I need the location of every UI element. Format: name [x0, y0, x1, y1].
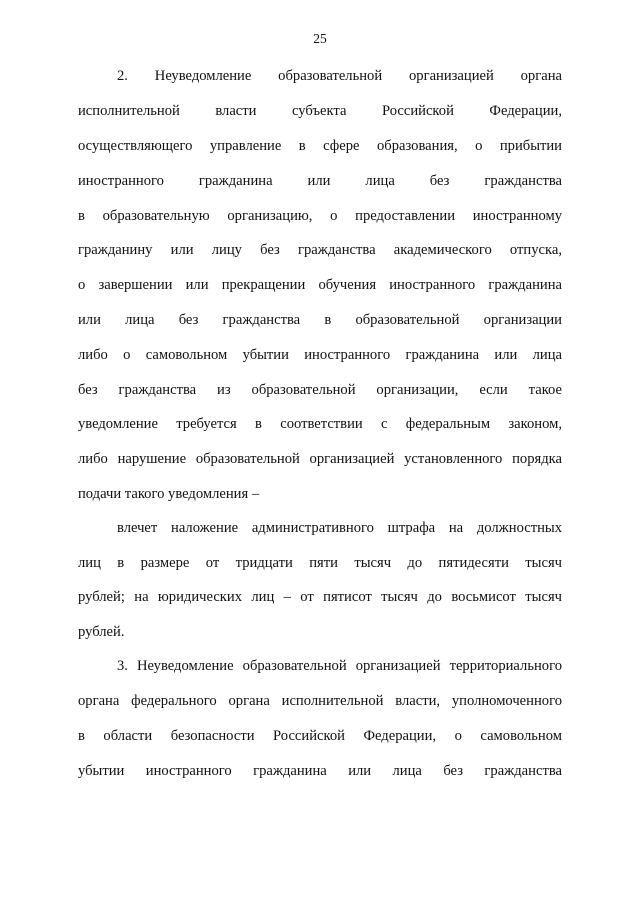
- paragraph-line: лиц в размере от тридцати пяти тысяч до пятидесяти тысяч: [78, 555, 562, 571]
- paragraph-line: гражданину или лицу без гражданства академического отпуска,: [78, 242, 562, 258]
- paragraph-line: органа федерального органа исполнительной власти, уполномоченного: [78, 693, 562, 709]
- paragraph-line: рублей.: [78, 624, 125, 640]
- paragraph-line: уведомление требуется в соответствии с федеральным законом,: [78, 416, 562, 432]
- paragraph-line: 2. Неуведомление образовательной организацией органа: [117, 68, 562, 84]
- paragraph-line: либо о самовольном убытии иностранного гражданина или лица: [78, 347, 562, 363]
- paragraph-line: 3. Неуведомление образовательной организацией территориального: [117, 658, 562, 674]
- paragraph-line: иностранного гражданина или лица без гражданства: [78, 173, 562, 189]
- paragraph-line: либо нарушение образовательной организацией установленного порядка: [78, 451, 562, 467]
- paragraph-line: исполнительной власти субъекта Российской Федерации,: [78, 103, 562, 119]
- paragraph-line: осуществляющего управление в сфере образования, о прибытии: [78, 138, 562, 154]
- page-number: 25: [313, 31, 327, 46]
- paragraph-line: в области безопасности Российской Федерации, о самовольном: [78, 728, 562, 744]
- paragraph-line: убытии иностранного гражданина или лица без гражданства: [78, 763, 562, 779]
- paragraph-line: или лица без гражданства в образовательной организации: [78, 312, 562, 328]
- paragraph-line: рублей; на юридических лиц – от пятисот тысяч до восьмисот тысяч: [78, 589, 562, 605]
- paragraph-line: подачи такого уведомления –: [78, 486, 260, 502]
- paragraph-line: о завершении или прекращении обучения иностранного гражданина: [78, 277, 562, 293]
- paragraph-line: без гражданства из образовательной организации, если такое: [78, 382, 562, 398]
- paragraph-line: влечет наложение административного штрафа на должностных: [117, 520, 562, 536]
- paragraph-line: в образовательную организацию, о предоставлении иностранному: [78, 208, 562, 224]
